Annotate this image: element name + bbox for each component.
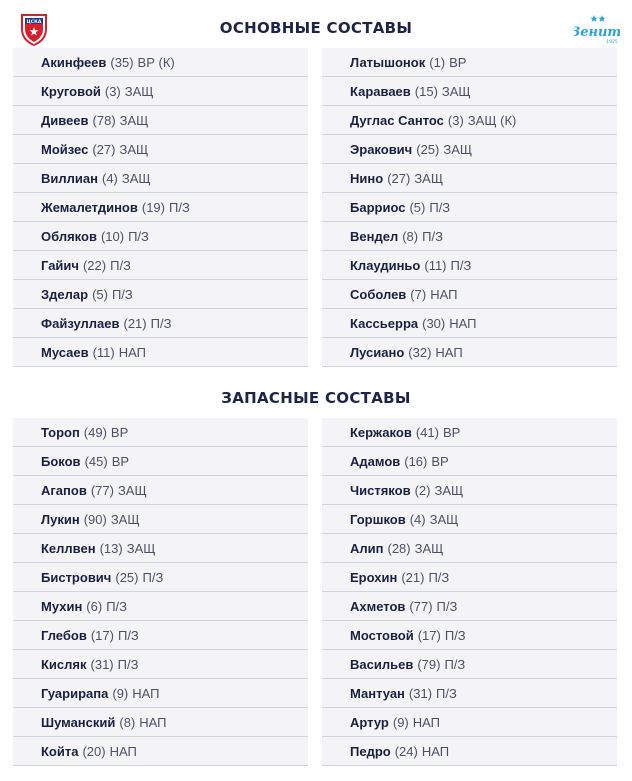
player-name: Обляков: [41, 228, 97, 244]
player-name: Горшков: [350, 511, 406, 527]
player-position: НАП: [109, 743, 137, 759]
player-position: ЗАЩ: [429, 511, 459, 527]
player-row: [13, 280, 308, 309]
player-position: П/З: [428, 569, 450, 585]
player-number: (35): [110, 54, 134, 70]
player-name: Чистяков: [350, 482, 411, 498]
substitutes-away: [322, 418, 617, 766]
player-position: П/З: [436, 598, 458, 614]
svg-text:1925: 1925: [606, 40, 618, 45]
player-row: [322, 447, 617, 476]
player-position: ЗАЩ: [121, 170, 151, 186]
player-name: Гайич: [41, 257, 79, 273]
player-name: Бистрович: [41, 569, 112, 585]
player-row: [322, 708, 617, 737]
player-number: (8): [119, 714, 136, 730]
player-name: Акинфеев: [41, 54, 107, 70]
player-number: (77): [90, 482, 114, 498]
player-number: (25): [416, 141, 440, 157]
player-row: [13, 193, 308, 222]
player-name: Дуглас Сантос: [350, 112, 444, 128]
player-number: (9): [112, 685, 129, 701]
player-row: [13, 309, 308, 338]
player-number: (3): [104, 83, 121, 99]
player-row: [322, 193, 617, 222]
player-number: (16): [404, 453, 428, 469]
player-position: ЗАЩ: [119, 141, 149, 157]
player-number: (31): [408, 685, 433, 701]
player-number: (7): [410, 286, 427, 302]
player-row: [322, 505, 617, 534]
player-name: Клаудиньо: [350, 257, 421, 273]
player-row: [322, 338, 617, 367]
player-number: (49): [83, 424, 107, 440]
player-position: П/З: [110, 257, 131, 273]
player-number: (5): [409, 199, 426, 215]
player-number: (27): [92, 141, 116, 157]
player-name: Гуарирапа: [41, 685, 109, 701]
player-row: [13, 106, 308, 135]
substitutes-home: [13, 418, 308, 766]
player-row: [322, 106, 617, 135]
player-position: ЗАЩ: [414, 170, 444, 186]
player-position: НАП: [412, 714, 441, 730]
player-row: [322, 280, 617, 309]
player-position: ЗАЩ: [126, 540, 156, 556]
player-row: [13, 534, 308, 563]
player-name: Мойзес: [41, 141, 89, 157]
player-number: (77): [409, 598, 433, 614]
player-name: Мантуан: [350, 685, 405, 701]
player-number: (11): [92, 344, 115, 360]
player-position: П/З: [150, 315, 172, 331]
player-name: Боков: [41, 453, 81, 469]
player-row: [322, 650, 617, 679]
player-row: [13, 222, 308, 251]
player-position: НАП: [421, 743, 450, 759]
substitutes-title: ЗАПАСНЫЕ СОСТАВЫ: [221, 389, 411, 407]
player-row: [322, 77, 617, 106]
player-row: [322, 563, 617, 592]
player-row: [13, 737, 308, 766]
player-row: [13, 708, 308, 737]
player-number: (20): [82, 743, 106, 759]
player-row: [322, 251, 617, 280]
player-name: Нино: [350, 170, 384, 186]
starting-lineup-home: [13, 48, 308, 367]
player-position: НАП: [139, 714, 167, 730]
player-number: (11): [424, 257, 447, 273]
player-name: Эракович: [350, 141, 413, 157]
player-name: Кержаков: [350, 424, 412, 440]
player-name: Алип: [350, 540, 384, 556]
player-position: П/З: [117, 627, 139, 643]
player-number: (41): [415, 424, 439, 440]
player-name: Соболев: [350, 286, 407, 302]
player-row: [13, 251, 308, 280]
player-name: Ахметов: [350, 598, 406, 614]
player-row: [13, 679, 308, 708]
player-number: (22): [82, 257, 107, 273]
player-number: (32): [408, 344, 432, 360]
player-number: (3): [447, 112, 464, 128]
player-number: (17): [417, 627, 441, 643]
player-name: Караваев: [350, 83, 411, 99]
player-position: П/З: [106, 598, 127, 614]
player-position: ЗАЩ: [443, 141, 473, 157]
player-number: (27): [387, 170, 411, 186]
svg-text:ЦСКА: ЦСКА: [26, 20, 42, 25]
player-position: ЗАЩ: [441, 83, 471, 99]
player-row: [322, 679, 617, 708]
player-row: [322, 48, 617, 77]
player-position: ВР: [449, 54, 467, 70]
player-number: (24): [394, 743, 418, 759]
player-position: ЗАЩ: [124, 83, 154, 99]
player-name: Барриос: [350, 199, 406, 215]
player-position: П/З: [117, 656, 139, 672]
player-position: ЗАЩ: [434, 482, 464, 498]
starting-lineup-away: [322, 48, 617, 367]
player-position: П/З: [429, 199, 451, 215]
player-row: [13, 505, 308, 534]
player-name: Круговой: [41, 83, 101, 99]
player-number: (9): [392, 714, 409, 730]
player-row: [13, 77, 308, 106]
player-number: (17): [90, 627, 114, 643]
player-number: (19): [141, 199, 165, 215]
player-position: ВР: [111, 453, 130, 469]
player-row: [322, 534, 617, 563]
starting-lineups-title: ОСНОВНЫЕ СОСТАВЫ: [219, 19, 413, 37]
player-name: Латышонок: [350, 54, 426, 70]
player-name: Келлвен: [41, 540, 96, 556]
player-name: Виллиан: [41, 170, 98, 186]
player-row: [13, 476, 308, 505]
player-row: [322, 222, 617, 251]
player-name: Жемалетдинов: [41, 199, 138, 215]
player-number: (2): [414, 482, 431, 498]
player-position: ВР: [431, 453, 449, 469]
player-row: [13, 48, 308, 77]
player-row: [322, 164, 617, 193]
player-number: (21): [123, 315, 147, 331]
player-position: ЗАЩ: [110, 511, 140, 527]
player-position: П/З: [142, 569, 164, 585]
player-position: П/З: [111, 286, 133, 302]
player-name: Дивеев: [41, 112, 89, 128]
player-position: П/З: [444, 627, 466, 643]
player-row: [322, 135, 617, 164]
player-number: (21): [401, 569, 425, 585]
player-name: Педро: [350, 743, 391, 759]
player-name: Мухин: [41, 598, 83, 614]
player-position: ЗАЩ: [414, 540, 444, 556]
player-name: Ерохин: [350, 569, 398, 585]
player-position: НАП: [430, 286, 458, 302]
player-number: (6): [86, 598, 103, 614]
player-position: НАП: [435, 344, 463, 360]
player-row: [322, 476, 617, 505]
player-number: (15): [414, 83, 438, 99]
player-number: (79): [417, 656, 441, 672]
player-row: [13, 621, 308, 650]
player-number: (31): [90, 656, 114, 672]
player-name: Агапов: [41, 482, 87, 498]
player-position: П/З: [128, 228, 149, 244]
player-number: (4): [101, 170, 118, 186]
player-position: ВР: [110, 424, 129, 440]
player-name: Койта: [41, 743, 79, 759]
player-row: [322, 418, 617, 447]
player-name: Лукин: [41, 511, 80, 527]
player-row: [13, 563, 308, 592]
player-number: (28): [387, 540, 411, 556]
player-name: Лусиано: [350, 344, 405, 360]
player-name: Шуманский: [41, 714, 116, 730]
player-name: Мусаев: [41, 344, 89, 360]
player-position: НАП: [118, 344, 146, 360]
player-position: П/З: [436, 685, 457, 701]
player-position: П/З: [450, 257, 472, 273]
player-number: (25): [115, 569, 139, 585]
player-name: Зделар: [41, 286, 89, 302]
svg-text:Зенит: Зенит: [574, 25, 620, 40]
player-name: Адамов: [350, 453, 401, 469]
player-row: [322, 592, 617, 621]
player-position: ЗАЩ: [117, 482, 147, 498]
player-position: ВР: [442, 424, 461, 440]
player-position: НАП: [449, 315, 477, 331]
player-name: Тороп: [41, 424, 80, 440]
player-row: [13, 418, 308, 447]
player-name: Мостовой: [350, 627, 414, 643]
player-name: Артур: [350, 714, 389, 730]
player-position: ЗАЩ: [119, 112, 149, 128]
zenit-logo-icon: [574, 12, 620, 46]
player-position: П/З: [444, 656, 466, 672]
player-position: П/З: [168, 199, 190, 215]
player-number: (5): [92, 286, 108, 302]
player-number: (45): [84, 453, 108, 469]
player-name: Васильев: [350, 656, 414, 672]
player-row: [13, 164, 308, 193]
player-row: [322, 309, 617, 338]
player-name: Файзуллаев: [41, 315, 120, 331]
player-name: Кисляк: [41, 656, 87, 672]
player-row: [13, 650, 308, 679]
player-number: (1): [429, 54, 446, 70]
player-position: ЗАЩ (К): [467, 112, 517, 128]
player-row: [322, 621, 617, 650]
player-number: (30): [422, 315, 446, 331]
player-row: [13, 135, 308, 164]
player-number: (8): [402, 228, 419, 244]
player-position: П/З: [422, 228, 443, 244]
player-row: [322, 737, 617, 766]
player-number: (78): [92, 112, 116, 128]
player-row: [13, 592, 308, 621]
player-number: (4): [409, 511, 426, 527]
player-row: [13, 338, 308, 367]
player-row: [13, 447, 308, 476]
player-position: ВР (К): [137, 54, 175, 70]
player-name: Вендел: [350, 228, 399, 244]
player-name: Кассьерра: [350, 315, 419, 331]
player-position: НАП: [132, 685, 160, 701]
player-number: (90): [83, 511, 107, 527]
player-number: (10): [100, 228, 125, 244]
player-name: Глебов: [41, 627, 87, 643]
player-number: (13): [99, 540, 123, 556]
